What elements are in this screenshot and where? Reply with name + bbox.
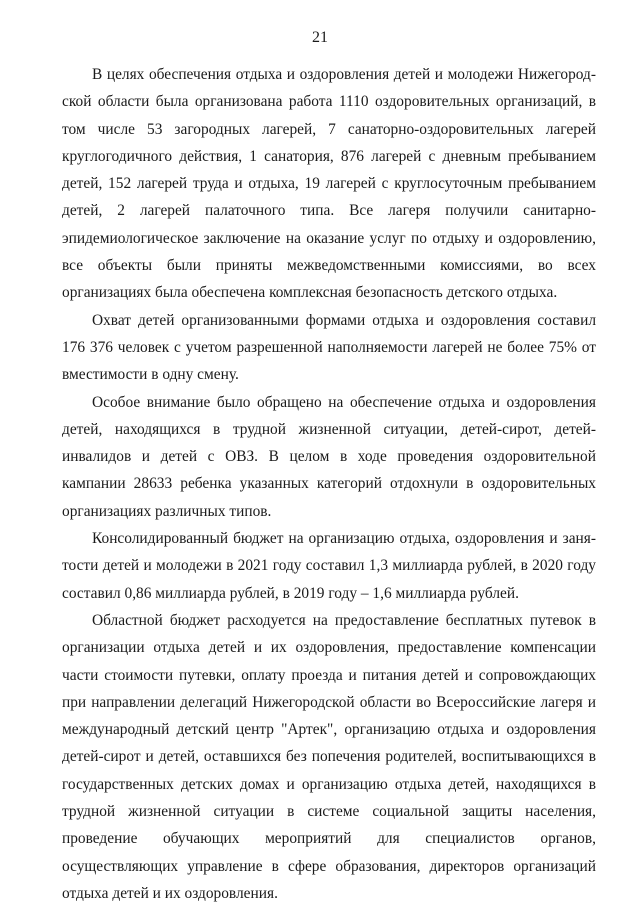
paragraph-camps-overview: В целях обеспечения отдыха и оздоровления детей и молодежи Нижегородской области была организована работа 1110 оздоровительных организаций, в том числе 53 загородных лагерей, 7 санаторно-оздоровительных лагерей круглогодичного действия, 1 санатория, 876 лагерей с дневным пребыванием детей, 152 лагерей труда и отдыха, 19 лагерей с круглосуточным пребыванием детей, 2 лагерей палаточного типа. Все лагеря получили санитарно-эпидемиологическое заключение на оказание услуг по отдыху и оздоровлению, все объекты были приняты межведомственными комиссиями, во всех организациях была обеспечена комплексная безопасность детского отдыха. [62,66,596,302]
paragraph-regional-budget: Областной бюджет расходуется на предоставление бесплатных путевок в организации отдыха детей и их оздоровления, предоставление компенсации части стоимости путевки, оплату проезда и питания детей и сопровождающих при направлении делегаций Нижегородской области во Всероссийские лагеря и международный детский центр "Артек", организацию отдыха и оздоровления детей-сирот и детей, оставшихся без попечения родителей, воспитывающихся в государственных детских домах и организацию отдыха детей, находящихся в трудной жизненной ситуации в системе социальной защиты населения, проведение обучающих мероприятий для специалистов органов, осуществляющих управление в сфере образования, директоров организаций отдыха детей и их оздоровления. [62,611,596,902]
paragraph-coverage: Охват детей организованными формами отдыха и оздоровления составил 176 376 человек с учетом разрешенной наполняемости лагерей не более 75% от вместимости в одну смену. [62,311,596,384]
page-number: 21 [312,29,328,46]
paragraph-consolidated-budget: Консолидированный бюджет на организацию отдыха, оздоровления и занятости детей и молодежи в 2021 году составил 1,3 миллиарда рублей, в 2020 году составил 0,86 миллиарда рублей, в 2019 году – 1,6 миллиарда рублей. [62,530,596,602]
document-body [62,61,596,907]
paragraph-vulnerable-children: Особое внимание было обращено на обеспечение отдыха и оздоровления детей, находящихся в трудной жизненной ситуации, детей-сирот, детей-инвалидов и детей с ОВЗ. В целом в ходе проведения оздоровительной кампании 28633 ребенка указанных категорий отдохнули в оздоровительных организациях различных типов. [62,393,596,520]
